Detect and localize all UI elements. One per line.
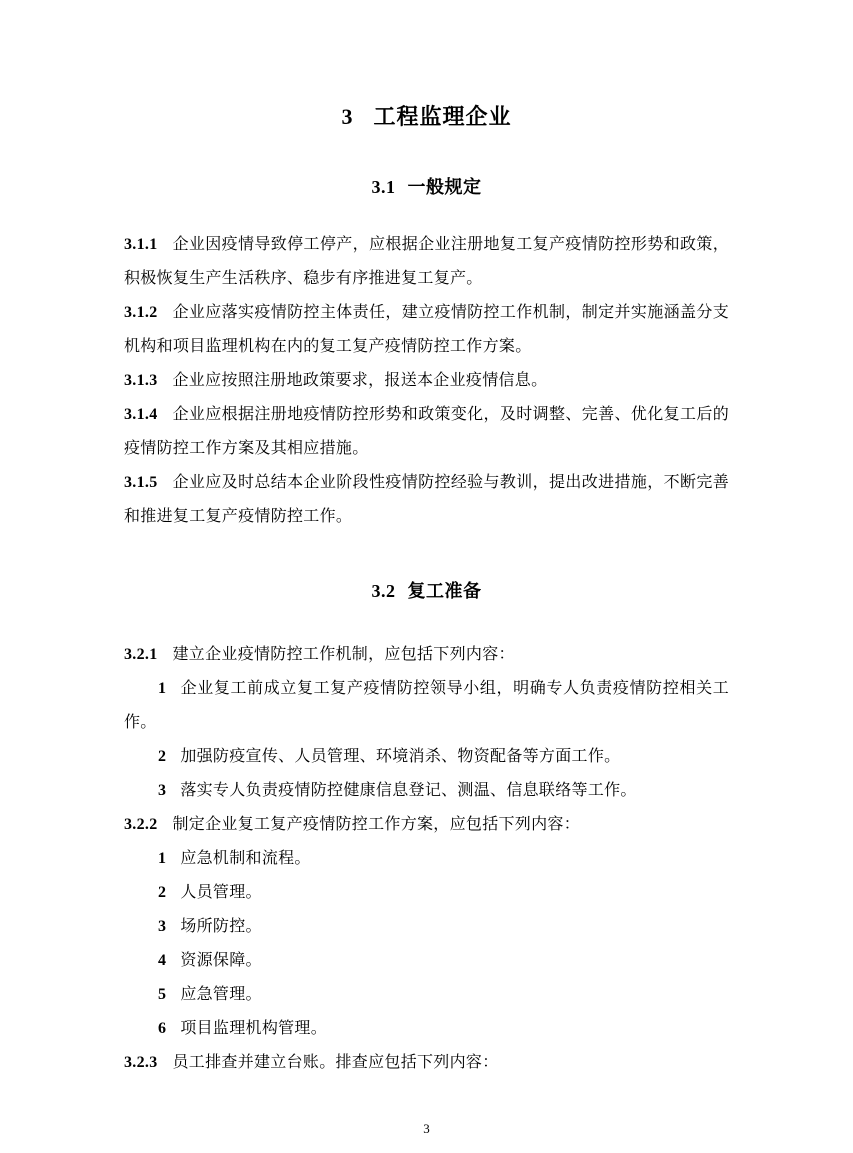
list-item-3-2-2-2 (124, 876, 729, 910)
list-item-3-2-1-3 (124, 774, 729, 808)
list-item-number: 3 (158, 918, 167, 935)
list-item-3-2-2-4 (124, 944, 729, 978)
chapter-title (124, 102, 729, 132)
clause-text: 企业因疫情导致停工停产，应根据企业注册地复工复产疫情防控形势和政策，积极恢复生产生活秩序、稳步有序推进复工复产。 (124, 236, 729, 287)
list-item-number: 6 (158, 1020, 167, 1037)
clause-text: 制定企业复工复产疫情防控工作方案，应包括下列内容： (172, 816, 581, 833)
list-item-text: 应急管理。 (180, 986, 262, 1003)
clause-number: 3.1.4 (124, 406, 158, 423)
chapter-title-text: 工程监理企业 (373, 104, 512, 129)
list-item-text: 场所防控。 (180, 918, 262, 935)
section-number: 3.1 (371, 177, 396, 197)
section-heading-3-2 (124, 578, 729, 604)
list-item-text: 企业复工前成立复工复产疫情防控领导小组，明确专人负责疫情防控相关工作。 (124, 680, 729, 731)
list-item-number: 1 (158, 680, 167, 697)
list-item-3-2-1-1 (124, 672, 729, 740)
list-item-3-2-2-1 (124, 842, 729, 876)
clause-number: 3.1.1 (124, 236, 158, 253)
chapter-number: 3 (341, 104, 354, 129)
list-item-number: 4 (158, 952, 167, 969)
clause-text: 企业应及时总结本企业阶段性疫情防控经验与教训，提出改进措施，不断完善和推进复工复产疫情防控工作。 (124, 474, 729, 525)
list-item-text: 人员管理。 (180, 884, 262, 901)
list-item-3-2-2-5 (124, 978, 729, 1012)
page-number: 3 (423, 1121, 430, 1136)
clause-3-1-3 (124, 364, 729, 398)
clause-3-1-2 (124, 296, 729, 364)
list-item-3-2-2-3 (124, 910, 729, 944)
clause-3-1-5 (124, 466, 729, 534)
list-item-3-2-1-2 (124, 740, 729, 774)
clause-text: 员工排查并建立台账。排查应包括下列内容： (172, 1054, 499, 1071)
clause-text: 建立企业疫情防控工作机制，应包括下列内容： (172, 646, 515, 663)
list-item-number: 2 (158, 884, 167, 901)
list-item-text: 资源保障。 (180, 952, 262, 969)
clause-number: 3.2.3 (124, 1054, 158, 1071)
clause-number: 3.2.1 (124, 646, 158, 663)
list-item-number: 3 (158, 782, 167, 799)
clause-number: 3.2.2 (124, 816, 158, 833)
list-item-number: 5 (158, 986, 167, 1003)
clause-3-1-4 (124, 398, 729, 466)
clause-3-1-1 (124, 228, 729, 296)
clause-text: 企业应按照注册地政策要求，报送本企业疫情信息。 (172, 372, 548, 389)
clause-3-2-3 (124, 1046, 729, 1080)
list-item-3-2-2-6 (124, 1012, 729, 1046)
clause-number: 3.1.2 (124, 304, 158, 321)
section-number: 3.2 (371, 581, 396, 601)
clause-text: 企业应根据注册地疫情防控形势和政策变化，及时调整、完善、优化复工后的疫情防控工作方案及其相应措施。 (124, 406, 729, 457)
clause-3-2-1 (124, 638, 729, 672)
section-heading-3-1 (124, 174, 729, 200)
clause-text: 企业应落实疫情防控主体责任，建立疫情防控工作机制，制定并实施涵盖分支机构和项目监理机构在内的复工复产疫情防控工作方案。 (124, 304, 729, 355)
list-item-text: 落实专人负责疫情防控健康信息登记、测温、信息联络等工作。 (180, 782, 637, 799)
section-title-text: 复工准备 (407, 581, 482, 601)
clause-number: 3.1.3 (124, 372, 158, 389)
section-title-text: 一般规定 (407, 177, 482, 197)
list-item-text: 项目监理机构管理。 (180, 1020, 328, 1037)
clause-number: 3.1.5 (124, 474, 158, 491)
list-item-text: 加强防疫宣传、人员管理、环境消杀、物资配备等方面工作。 (180, 748, 621, 765)
list-item-number: 2 (158, 748, 167, 765)
clause-3-2-2 (124, 808, 729, 842)
list-item-text: 应急机制和流程。 (180, 850, 311, 867)
list-item-number: 1 (158, 850, 167, 867)
